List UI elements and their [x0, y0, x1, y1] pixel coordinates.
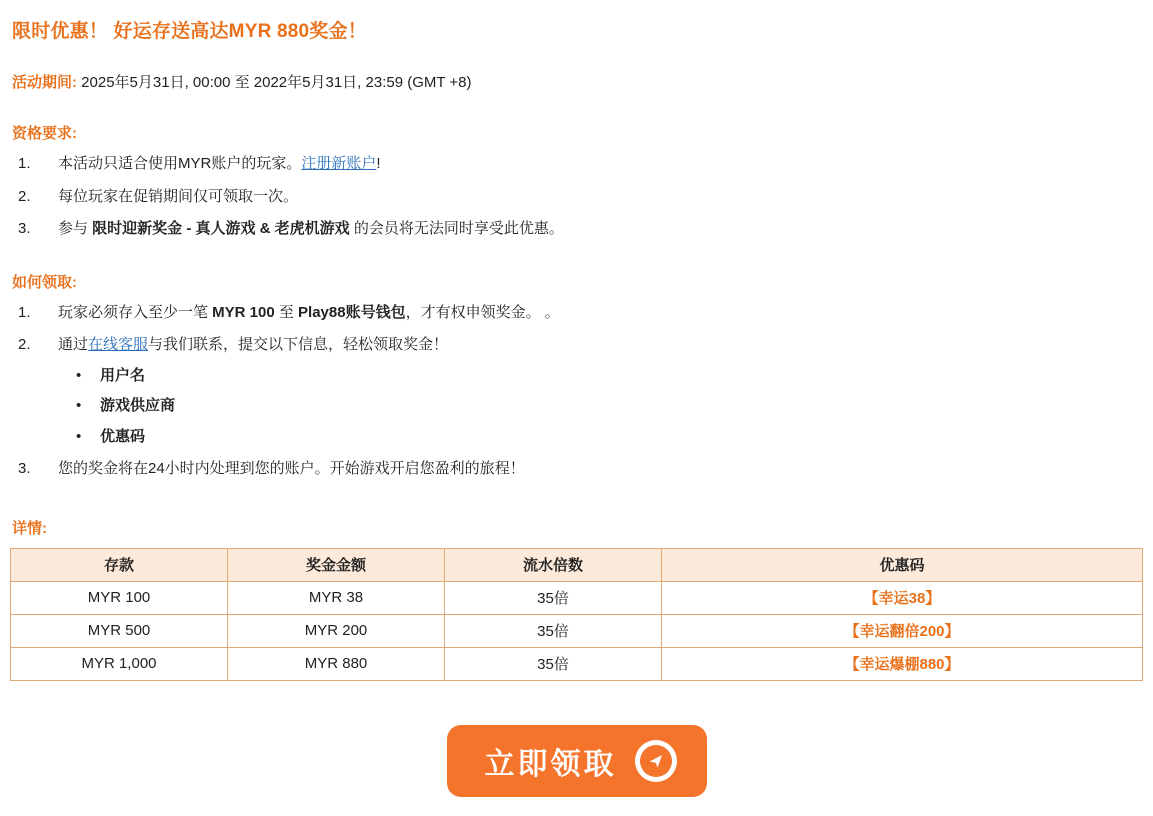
claim-now-label: 立即领取: [484, 747, 617, 781]
list-item-text: 您的奖金将在24小时内处理到您的账户。开始游戏开启您盈利的旅程！: [58, 460, 525, 477]
list-item-number: 1.: [18, 303, 31, 321]
list-item-text-after: !: [376, 155, 381, 172]
table-row: [11, 614, 1143, 647]
promo-period: [12, 71, 1143, 92]
cell-turnover: 35倍: [445, 647, 662, 680]
live-chat-link[interactable]: 在线客服: [88, 336, 149, 353]
promo-period-label: 活动期间:: [12, 74, 77, 91]
table-head: [11, 548, 1143, 581]
list-item: [10, 218, 1143, 241]
bullet-icon: •: [76, 397, 82, 414]
list-item: [10, 458, 1143, 481]
wallet-name: Play88账号钱包: [298, 303, 406, 321]
column-header-promo-code: 优惠码: [662, 548, 1143, 581]
claim-now-button[interactable]: [447, 725, 707, 797]
cell-deposit: MYR 100: [11, 581, 228, 614]
column-header-turnover: 流水倍数: [445, 548, 662, 581]
list-item-number: 3.: [18, 460, 31, 477]
list-item-text-after: 与我们联系，提交以下信息，轻松领取奖金！: [148, 336, 449, 353]
list-item-emphasis: 限时迎新奖金 - 真人游戏 & 老虎机游戏: [92, 220, 350, 237]
bullet-icon: •: [76, 427, 82, 445]
deposit-amount: MYR 100: [212, 303, 275, 321]
table-body: [11, 581, 1143, 680]
details-title: 详情:: [12, 519, 47, 537]
column-header-bonus: 奖金金额: [228, 548, 445, 581]
cell-turnover: 35倍: [445, 581, 662, 614]
list-item-number: 2.: [18, 336, 31, 353]
list-item: [10, 334, 1143, 448]
cell-turnover: 35倍: [445, 614, 662, 647]
list-item: [10, 186, 1143, 209]
column-header-deposit: 存款: [11, 548, 228, 581]
eligibility-list: [10, 153, 1143, 241]
list-item-text: 本活动只适合使用MYR账户的玩家。: [58, 155, 302, 172]
list-item-text-after: 的会员将无法同时享受此优惠。: [349, 220, 564, 237]
send-arrow-icon: [635, 740, 677, 782]
list-item: [10, 153, 1143, 176]
cell-bonus: MYR 880: [228, 647, 445, 680]
list-item-text: 参与: [58, 220, 93, 237]
how-to-claim-list: [10, 302, 1143, 481]
list-item-text: 通过: [58, 336, 89, 353]
cell-promo-code: 【幸运38】: [662, 581, 1143, 614]
cell-deposit: MYR 1,000: [11, 647, 228, 680]
table-header-row: [11, 548, 1143, 581]
bullet-icon: •: [76, 366, 82, 384]
list-item-number: 2.: [18, 187, 31, 205]
required-info-list: [58, 365, 1143, 449]
list-item-label: 用户名: [100, 366, 146, 384]
details-table: [10, 548, 1143, 681]
table-row: [11, 581, 1143, 614]
list-item: [58, 426, 1143, 449]
cell-promo-code: 【幸运翻倍200】: [662, 614, 1143, 647]
page-title: 限时优惠！ 好运存送高达MYR 880奖金！: [12, 21, 367, 42]
list-item-label: 游戏供应商: [100, 397, 176, 414]
promo-period-value: 2025年5月31日, 00:00 至 2022年5月31日, 23:59 (GMT +8): [81, 74, 472, 91]
how-to-claim-title: 如何领取:: [12, 273, 77, 291]
list-item-label: 优惠码: [100, 427, 146, 445]
list-item-text-after: ，才有权申领奖金。 。: [405, 303, 560, 321]
eligibility-title: 资格要求:: [12, 125, 77, 142]
cell-deposit: MYR 500: [11, 614, 228, 647]
list-item-number: 1.: [18, 155, 31, 172]
list-item-text: 玩家必须存入至少一笔: [58, 303, 213, 321]
list-item-text-middle: 至: [274, 303, 299, 321]
cell-bonus: MYR 200: [228, 614, 445, 647]
table-row: [11, 647, 1143, 680]
list-item-number: 3.: [18, 220, 31, 237]
cell-bonus: MYR 38: [228, 581, 445, 614]
list-item: [58, 365, 1143, 388]
cell-promo-code: 【幸运爆棚880】: [662, 647, 1143, 680]
list-item: [10, 302, 1143, 325]
cta-container: [10, 725, 1143, 797]
register-account-link[interactable]: 注册新账户: [301, 155, 377, 172]
list-item: [58, 395, 1143, 418]
list-item-text: 每位玩家在促销期间仅可领取一次。: [58, 187, 299, 205]
